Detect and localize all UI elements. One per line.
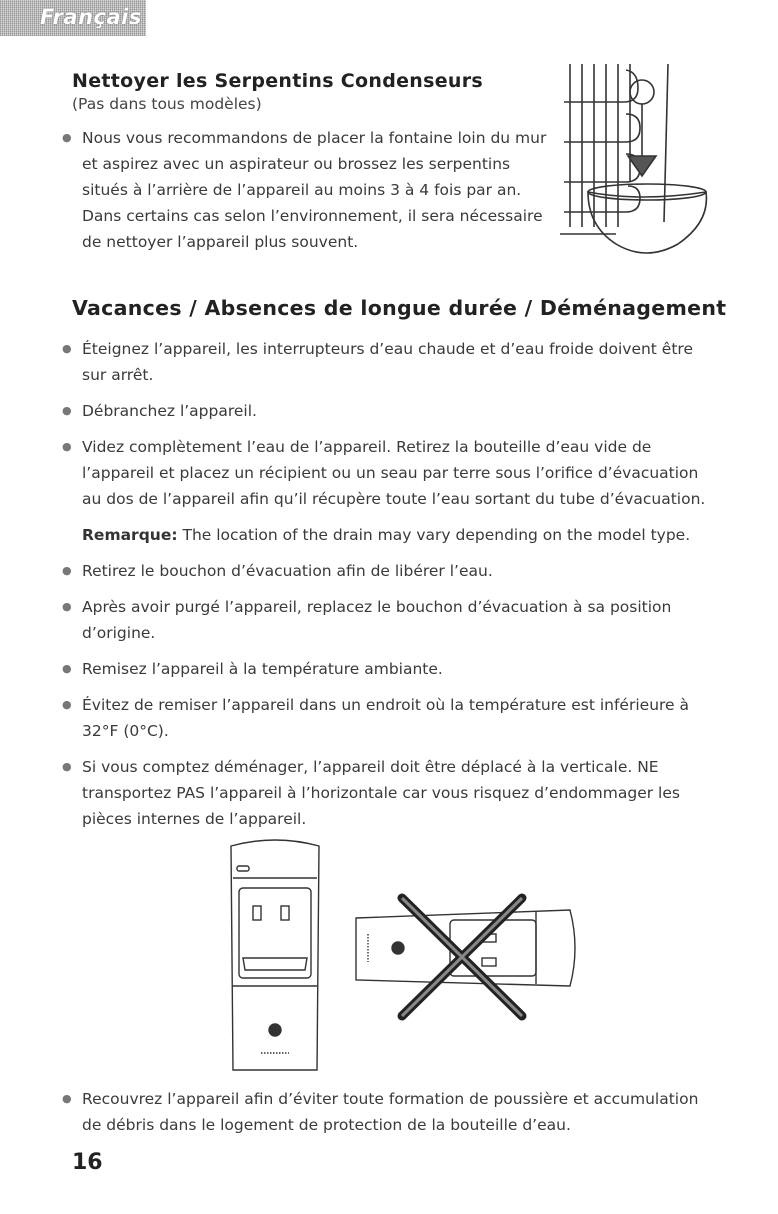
clean-section-title: Nettoyer les Serpentins Condenseurs [72,70,484,92]
condenser-coil-illustration [560,62,720,254]
clean-bullet-list [60,125,550,255]
vacation-bullet: ● Éteignez l’appareil, les interrupteurs d’eau chaude et d’eau froide doivent être sur arrêt. [60,336,710,388]
vacation-bullet-list [60,336,710,842]
vacation-bullet: ● Évitez de remiser l’appareil dans un endroit où la température est inférieure à 32°F (0°C). [60,692,710,744]
language-tab [0,0,146,36]
final-bullet-list [60,1086,720,1138]
vacation-bullet: ● Si vous comptez déménager, l’appareil doit être déplacé à la verticale. NE transportez PAS l’appareil à l’horizontale car vous risquez d’endommager les pièces internes de l’appareil. [60,754,710,832]
vacation-bullet: ● Videz complètement l’eau de l’appareil. Retirez la bouteille d’eau vide de l’appareil et placez un récipient ou un seau par terre sous l’orifice d’évacuation au dos de l’appareil afin qu’il récupère toute l’eau sortant du tube d’évacuation. [60,434,710,512]
vacation-bullet: ● Retirez le bouchon d’évacuation afin de libérer l’eau. [60,558,710,584]
clean-section-subtitle: (Pas dans tous modèles) [72,95,262,113]
upright-cooler-illustration [225,838,325,1078]
vacation-section-title: Vacances / Absences de longue durée / Déménagement [72,296,727,320]
horizontal-cooler-crossed-illustration [352,888,582,1028]
drain-note [60,522,710,548]
vacation-bullet: ● Remisez l’appareil à la température ambiante. [60,656,710,682]
vacation-bullet: ● Après avoir purgé l’appareil, replacez le bouchon d’évacuation à sa position d’origine. [60,594,710,646]
language-label: Français [40,5,142,29]
page-number: 16 [72,1150,103,1175]
clean-bullet: ● Nous vous recommandons de placer la fontaine loin du mur et aspirez avec un aspirateur ou brossez les serpentins situés à l’arrière de l’appareil au moins 3 à 4 fois par an. Dans certains cas selon l’environnement, il sera nécessaire de nettoyer l’appareil plus souvent. [60,125,550,255]
note-text: The location of the drain may vary depending on the model type. [177,526,691,544]
final-bullet: ● Recouvrez l’appareil afin d’éviter toute formation de poussière et accumulation de débris dans le logement de protection de la bouteille d’eau. [60,1086,720,1138]
vacation-bullet: ● Débranchez l’appareil. [60,398,710,424]
note-label: Remarque: [82,526,178,544]
